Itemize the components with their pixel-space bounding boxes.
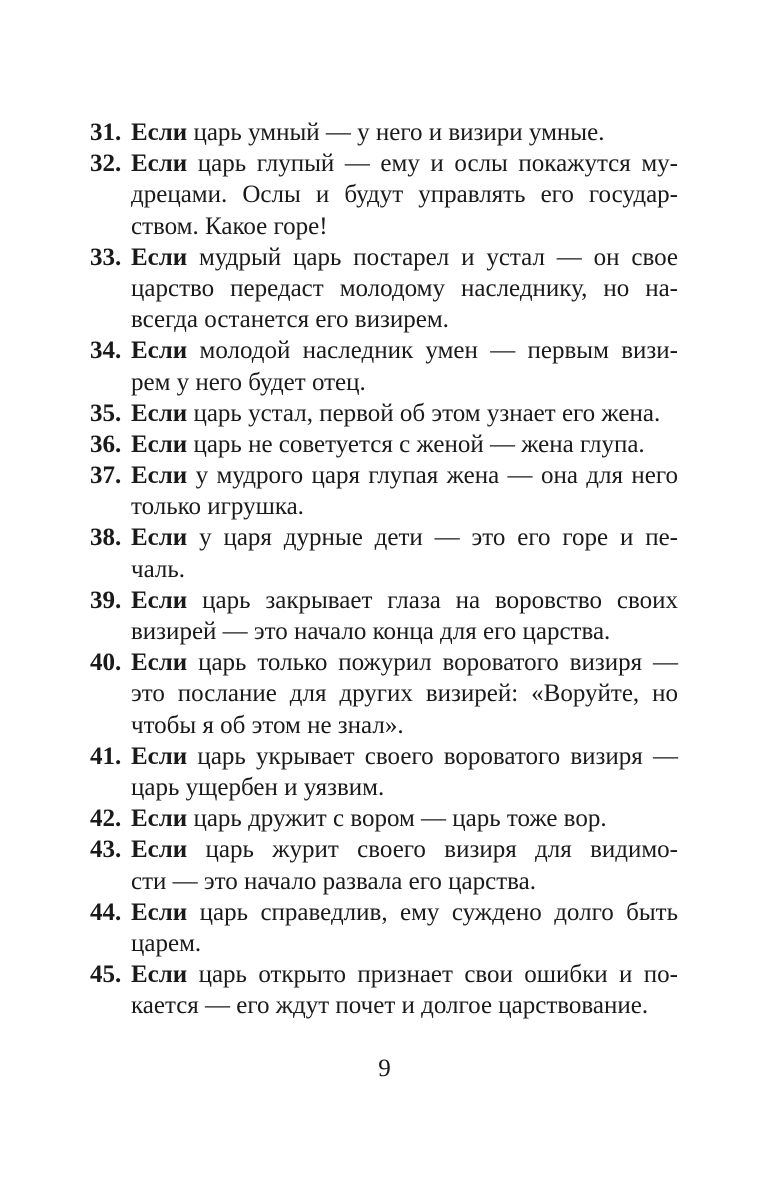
line-text: всегда останется его визирем.	[131, 306, 449, 334]
keyword: Если	[131, 150, 188, 178]
item-number: 32.	[90, 150, 122, 178]
text-line	[131, 616, 678, 647]
keyword: Если	[131, 430, 188, 458]
list-item	[90, 741, 678, 803]
keyword: Если	[131, 524, 188, 552]
keyword: Если	[131, 337, 188, 365]
text-line	[131, 304, 678, 335]
text-line-content	[131, 959, 678, 990]
text-line	[131, 803, 678, 834]
text-line	[131, 491, 678, 522]
item-number: 36.	[90, 430, 122, 458]
line-text: царь закрывает глаза на воровство своих	[187, 586, 678, 614]
item-number: 39.	[90, 586, 122, 614]
keyword: Если	[131, 119, 188, 146]
text-line	[131, 367, 678, 398]
text-line-content	[131, 148, 678, 179]
line-text: царь ущербен и уязвим.	[131, 773, 385, 801]
page-number: 9	[378, 1055, 391, 1082]
text-line-content	[131, 678, 678, 709]
list-item	[90, 834, 678, 896]
text-line	[131, 834, 678, 865]
text-line	[131, 522, 678, 553]
text-line	[131, 211, 678, 242]
text-line-content	[131, 335, 678, 366]
item-number: 35.	[90, 399, 122, 427]
text-line	[131, 335, 678, 366]
line-text: царь только пожурил вороватого визиря —	[187, 649, 678, 677]
list-item	[90, 429, 678, 460]
text-line-content	[131, 242, 678, 273]
text-line	[131, 866, 678, 897]
text-line	[131, 117, 678, 148]
text-line	[131, 741, 678, 772]
item-number: 38.	[90, 524, 122, 552]
text-line-content	[131, 398, 678, 429]
text-line	[131, 990, 678, 1021]
text-line	[131, 647, 678, 678]
line-text: молодой наследник умен — первым визи-	[187, 337, 678, 365]
item-number: 44.	[90, 898, 122, 926]
text-line	[131, 678, 678, 709]
text-line-content	[131, 554, 678, 585]
list-item	[90, 959, 678, 1021]
text-line-content	[131, 491, 678, 522]
keyword: Если	[131, 742, 188, 770]
text-line-content	[131, 429, 678, 460]
line-text: мудрый царь постарел и устал — он свое	[187, 243, 678, 271]
text-line-content	[131, 990, 678, 1021]
text-line-content	[131, 710, 678, 741]
line-text: царь журит своего визиря для видимо-	[187, 836, 678, 864]
line-text: у царя дурные дети — это его горе и пе-	[187, 524, 678, 552]
list-item	[90, 242, 678, 336]
line-text: царь дружит с вором — царь тоже вор.	[187, 805, 607, 833]
line-text: царь устал, первой об этом узнает его жена.	[187, 399, 661, 427]
item-number: 41.	[90, 742, 122, 770]
line-text: царь глупый — ему и ослы покажутся му-	[187, 150, 678, 178]
text-line-content	[131, 211, 678, 242]
item-number: 34.	[90, 337, 122, 365]
list-item	[90, 148, 678, 242]
item-number: 43.	[90, 836, 122, 864]
line-text: царь умный — у него и визири умные.	[187, 119, 605, 146]
text-line	[131, 148, 678, 179]
item-number: 37.	[90, 462, 122, 490]
list-item	[90, 398, 678, 429]
list-item	[90, 803, 678, 834]
line-text: рем у него будет отец.	[131, 368, 366, 396]
line-text: царь укрывает своего вороватого визиря —	[187, 742, 678, 770]
line-text: царь не советуется с женой — жена глупа.	[187, 430, 645, 458]
text-line-content	[131, 741, 678, 772]
item-number: 45.	[90, 961, 122, 989]
text-line-content	[131, 522, 678, 553]
text-line-content	[131, 179, 678, 210]
list-item	[90, 897, 678, 959]
list-item	[90, 522, 678, 584]
text-line-content	[131, 834, 678, 865]
text-line-content	[131, 367, 678, 398]
line-text: сти — это начало развала его царства.	[131, 867, 536, 895]
text-line-content	[131, 803, 678, 834]
text-line-content	[131, 897, 678, 928]
list-item	[90, 585, 678, 647]
text-line	[131, 897, 678, 928]
item-number: 40.	[90, 649, 122, 677]
keyword: Если	[131, 805, 188, 833]
text-line-content	[131, 772, 678, 803]
line-text: чтобы я об этом не знал».	[131, 711, 404, 739]
keyword: Если	[131, 586, 188, 614]
line-text: царство передаст молодому наследнику, но на-	[131, 274, 678, 302]
text-line	[131, 242, 678, 273]
list-item	[90, 335, 678, 397]
item-number: 42.	[90, 805, 122, 833]
text-line	[131, 179, 678, 210]
list-item	[90, 117, 678, 148]
keyword: Если	[131, 399, 188, 427]
line-text: кается — его ждут почет и долгое царствование.	[131, 992, 649, 1020]
text-line-content	[131, 928, 678, 959]
text-line	[131, 429, 678, 460]
line-text: дрецами. Ослы и будут управлять его государ-	[131, 181, 678, 209]
text-line-content	[131, 304, 678, 335]
line-text: царем.	[131, 929, 202, 957]
keyword: Если	[131, 836, 188, 864]
text-line-content	[131, 866, 678, 897]
line-text: только игрушка.	[131, 493, 304, 521]
item-number: 33.	[90, 243, 122, 271]
text-line	[131, 772, 678, 803]
line-text: царь справедлив, ему суждено долго быть	[187, 898, 678, 926]
text-line-content	[131, 460, 678, 491]
text-line	[131, 398, 678, 429]
text-line	[131, 554, 678, 585]
list-item	[90, 460, 678, 522]
list-item	[90, 647, 678, 741]
line-text: у мудрого царя глупая жена — она для него	[187, 462, 678, 490]
text-line-content	[131, 647, 678, 678]
text-line	[131, 273, 678, 304]
keyword: Если	[131, 243, 188, 271]
line-text: чаль.	[131, 555, 186, 583]
item-number: 31.	[90, 119, 122, 146]
text-line-content	[131, 117, 678, 148]
line-text: ством. Какое горе!	[131, 212, 328, 240]
text-line-content	[131, 273, 678, 304]
page-body	[90, 117, 678, 1021]
keyword: Если	[131, 961, 188, 989]
text-line	[131, 460, 678, 491]
text-line	[131, 585, 678, 616]
text-line	[131, 928, 678, 959]
text-line-content	[131, 616, 678, 647]
keyword: Если	[131, 898, 188, 926]
line-text: это послание для других визирей: «Воруйте, но	[131, 680, 678, 708]
line-text: визирей — это начало конца для его царства.	[131, 618, 611, 645]
text-line	[131, 710, 678, 741]
text-line	[131, 959, 678, 990]
keyword: Если	[131, 649, 188, 677]
text-line-content	[131, 585, 678, 616]
keyword: Если	[131, 462, 188, 490]
line-text: царь открыто признает свои ошибки и по-	[187, 961, 678, 989]
